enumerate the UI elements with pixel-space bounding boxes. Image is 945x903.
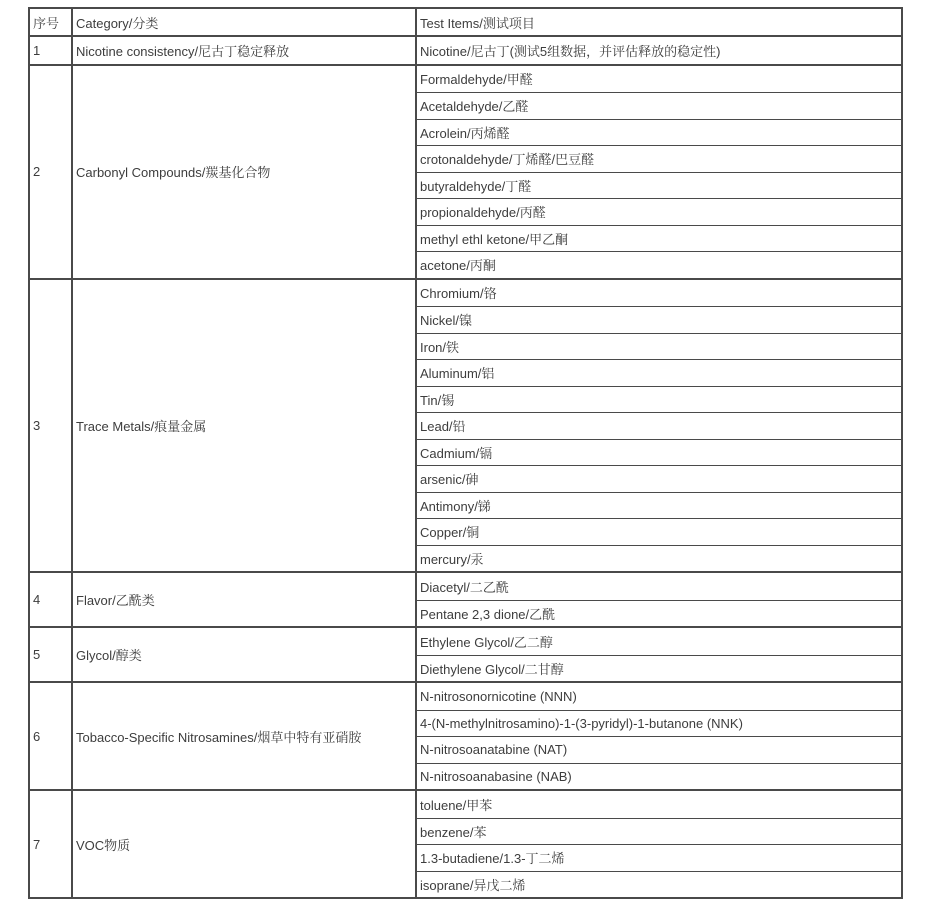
section-category-cell: Nicotine consistency/尼古丁稳定释放 [73,37,417,64]
test-item-cell: Acrolein/丙烯醛 [417,119,901,146]
section-category-cell: Glycol/醇类 [73,628,417,681]
section-items-column [417,280,901,572]
test-item-cell: Antimony/锑 [417,492,901,519]
test-item-cell: Aluminum/铝 [417,359,901,386]
table-header-row [30,9,901,37]
test-item-cell: N-nitrosonornicotine (NNN) [420,688,577,704]
test-item-cell: Lead/铅 [417,412,901,439]
section-items-column [417,628,901,681]
test-item-cell: Nickel/镍 [417,306,901,333]
test-item-cell: toluene/甲苯 [420,797,493,813]
table-section-row [30,626,901,681]
table-section-row [30,681,901,789]
section-index-cell: 1 [30,37,73,64]
header-cell-category: Category/分类 [73,9,417,35]
section-category-cell: Flavor/乙酰类 [73,573,417,626]
section-category-cell: Trace Metals/痕量金属 [73,280,417,572]
test-item-cell: propionaldehyde/丙醛 [417,198,901,225]
test-item-cell: arsenic/砷 [417,465,901,492]
section-category-cell: VOC物质 [73,791,417,897]
test-item-cell: Cadmium/镉 [417,439,901,466]
section-items-column [417,791,901,897]
section-category-cell: Tobacco-Specific Nitrosamines/烟草中特有亚硝胺 [73,683,417,789]
test-item-cell: Nicotine/尼古丁(测试5组数据，并评估释放的稳定性) [420,43,721,59]
section-index-cell: 7 [30,791,73,897]
test-item-cell: 4-(N-methylnitrosamino)-1-(3-pyridyl)-1-butanone (NNK) [417,710,901,737]
test-item-cell: Diacetyl/二乙酰 [420,579,509,595]
test-item-cell: Tin/锡 [417,386,901,413]
section-items-column [417,66,901,278]
section-items-column [417,573,901,626]
table-section-row [30,789,901,897]
section-items-column [417,37,901,64]
table-section-row [30,37,901,64]
section-index-cell: 2 [30,66,73,278]
section-index-cell: 5 [30,628,73,681]
test-item-cell: N-nitrosoanabasine (NAB) [417,763,901,790]
table-section-row [30,571,901,626]
test-item-cell: benzene/苯 [417,818,901,845]
section-index-cell: 6 [30,683,73,789]
test-item-cell: crotonaldehyde/丁烯醛/巴豆醛 [417,145,901,172]
table-body [30,37,901,897]
test-item-cell: N-nitrosoanatabine (NAT) [417,736,901,763]
test-item-cell: butyraldehyde/丁醛 [417,172,901,199]
test-item-cell: Pentane 2,3 dione/乙酰 [417,600,901,627]
test-items-table [28,7,903,899]
section-items-column [417,683,901,789]
test-item-cell: Acetaldehyde/乙醛 [417,92,901,119]
test-item-cell: mercury/汞 [417,545,901,572]
table-section-row [30,278,901,572]
test-item-cell: acetone/丙酮 [417,251,901,278]
test-item-cell: isoprane/异戊二烯 [417,871,901,898]
test-item-cell: 1.3-butadiene/1.3-丁二烯 [417,844,901,871]
test-item-cell: Chromium/铬 [420,286,497,302]
header-cell-index: 序号 [30,9,73,35]
test-item-cell: Copper/铜 [417,518,901,545]
section-category-cell: Carbonyl Compounds/羰基化合物 [73,66,417,278]
test-item-cell: Diethylene Glycol/二甘醇 [417,655,901,682]
test-item-cell: Ethylene Glycol/乙二醇 [420,634,553,650]
section-index-cell: 3 [30,280,73,572]
table-section-row [30,64,901,278]
test-item-cell: Iron/铁 [417,333,901,360]
test-item-cell: Formaldehyde/甲醛 [420,72,533,88]
header-cell-test-items: Test Items/测试项目 [420,15,535,31]
test-item-cell: methyl ethl ketone/甲乙酮 [417,225,901,252]
section-index-cell: 4 [30,573,73,626]
